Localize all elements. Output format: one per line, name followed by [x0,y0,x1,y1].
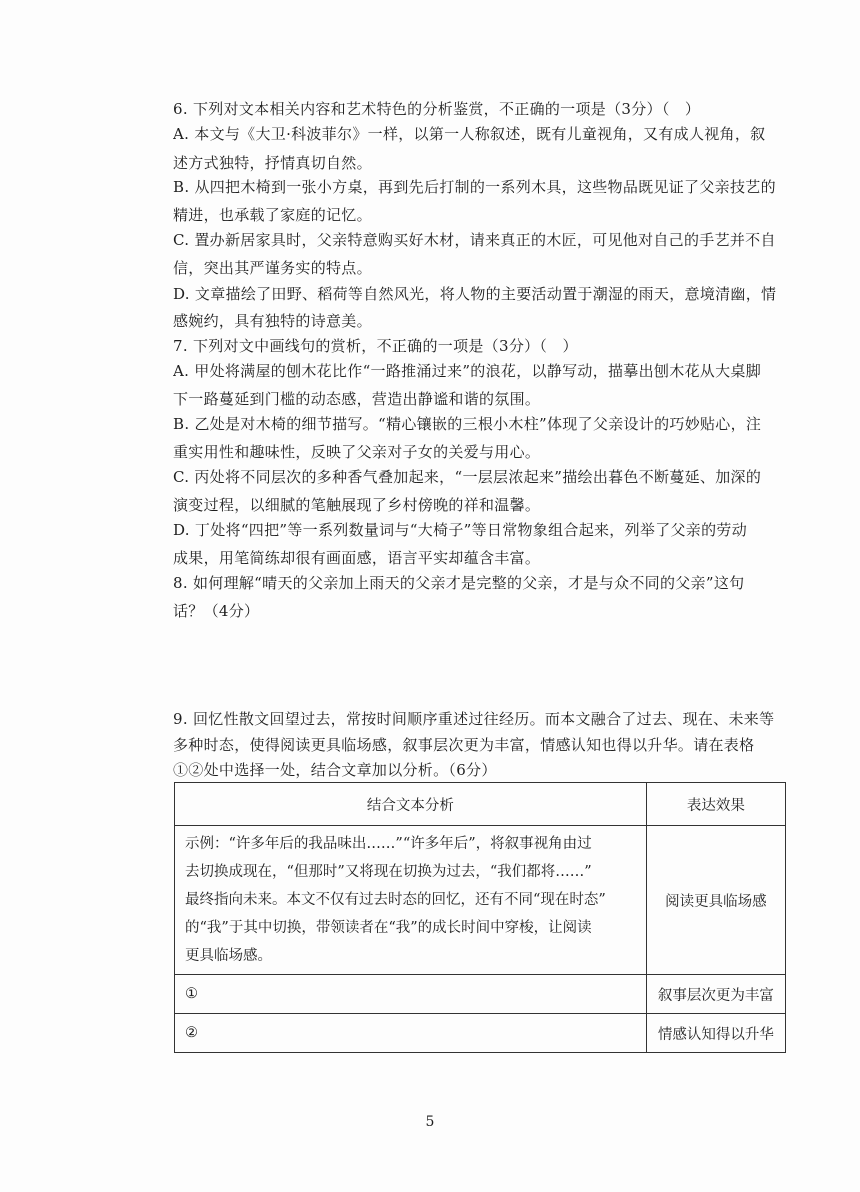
q7-option-d-cont: 成果，用笔简练却很有画面感，语言平实却蕴含丰富。 [173,549,541,567]
example-line: 最终指向未来。本文不仅有过去时态的回忆，还有不同“现在时态” [185,892,606,908]
q7-stem: 7. 下列对文中画线句的赏析，不正确的一项是（3分）（ ） [173,337,578,355]
q7-option-a-cont: 下一路蔓延到门槛的动态感，营造出静谧和谐的氛围。 [173,390,541,408]
q6-option-b-cont: 精进，也承载了家庭的记忆。 [173,206,372,224]
header-effect: 表达效果 [646,783,785,826]
table-row-example [175,826,786,975]
page-number: 5 [425,1114,435,1130]
q6-option-a-cont: 述方式独特，抒情真切自然。 [173,154,372,172]
q6-option-c: C. 置办新居家具时，父亲特意购买好木材，请来真正的木匠，可见他对自己的手艺并不自 [173,231,776,249]
q6-stem: 6. 下列对文本相关内容和艺术特色的分析鉴赏，不正确的一项是（3分）（ ） [173,100,701,118]
example-line: 去切换成现在，“但那时”又将现在切换为过去，“我们都将……” [185,864,592,880]
table-header-row [175,783,786,826]
q9-stem: 9. 回忆性散文回望过去，常按时间顺序重述过往经历。而本文融合了过去、现在、未来等 [173,710,775,728]
row1-effect-cell: 叙事层次更为丰富 [646,975,785,1014]
q9-stem-cont1: 多种时态，使得阅读更具临场感，叙事层次更为丰富，情感认知也得以升华。请在表格 [173,736,755,754]
row2-effect-cell: 情感认知得以升华 [646,1014,785,1053]
q7-option-c: C. 丙处将不同层次的多种香气叠加起来，“一层层浓起来”描绘出暮色不断蔓延、加深的 [173,468,762,486]
row2-answer-cell[interactable]: ② [175,1014,647,1053]
q7-option-a: A. 甲处将满屋的刨木花比作“一路推涌过来”的浪花，以静写动，描摹出刨木花从大桌脚 [173,362,762,380]
table-row-2 [175,1014,786,1053]
q8-stem: 8. 如何理解“晴天的父亲加上雨天的父亲才是完整的父亲，才是与众不同的父亲”这句 [173,574,745,592]
q9-stem-cont2: ①②处中选择一处，结合文章加以分析。（6分） [173,761,497,779]
example-line: 示例：“许多年后的我品味出……”“许多年后”，将叙事视角由过 [185,836,592,852]
q7-option-c-cont: 演变过程，以细腻的笔触展现了乡村傍晚的祥和温馨。 [173,496,541,514]
analysis-table [174,782,786,1053]
q6-option-d-cont: 感婉约，具有独特的诗意美。 [173,312,372,330]
example-line: 更具临场感。 [185,948,272,964]
example-effect-cell: 阅读更具临场感 [646,826,785,975]
q7-option-b-cont: 重实用性和趣味性，反映了父亲对子女的关爱与用心。 [173,443,541,461]
example-analysis-cell [175,826,647,975]
q7-option-b: B. 乙处是对木椅的细节描写。“精心镶嵌的三根小木柱”体现了父亲设计的巧妙贴心，注 [173,415,762,433]
q6-option-a: A. 本文与《大卫·科波菲尔》一样，以第一人称叙述，既有儿童视角，又有成人视角，叙 [173,125,766,143]
q6-option-b: B. 从四把木椅到一张小方桌，再到先后打制的一系列木具，这些物品既见证了父亲技艺的 [173,178,776,196]
table-row-1 [175,975,786,1014]
q8-stem-cont: 话？（4分） [173,602,260,620]
example-line: 的“我”于其中切换，带领读者在“我”的成长时间中穿梭，让阅读 [185,920,592,936]
q7-option-d: D. 丁处将“四把”等一系列数量词与“大椅子”等日常物象组合起来，列举了父亲的劳动 [173,521,748,539]
q6-option-d: D. 文章描绘了田野、稻荷等自然风光，将人物的主要活动置于潮湿的雨天，意境清幽，情 [173,285,777,303]
row1-answer-cell[interactable]: ① [175,975,647,1014]
header-analysis: 结合文本分析 [175,783,647,826]
q6-option-c-cont: 信，突出其严谨务实的特点。 [173,259,372,277]
